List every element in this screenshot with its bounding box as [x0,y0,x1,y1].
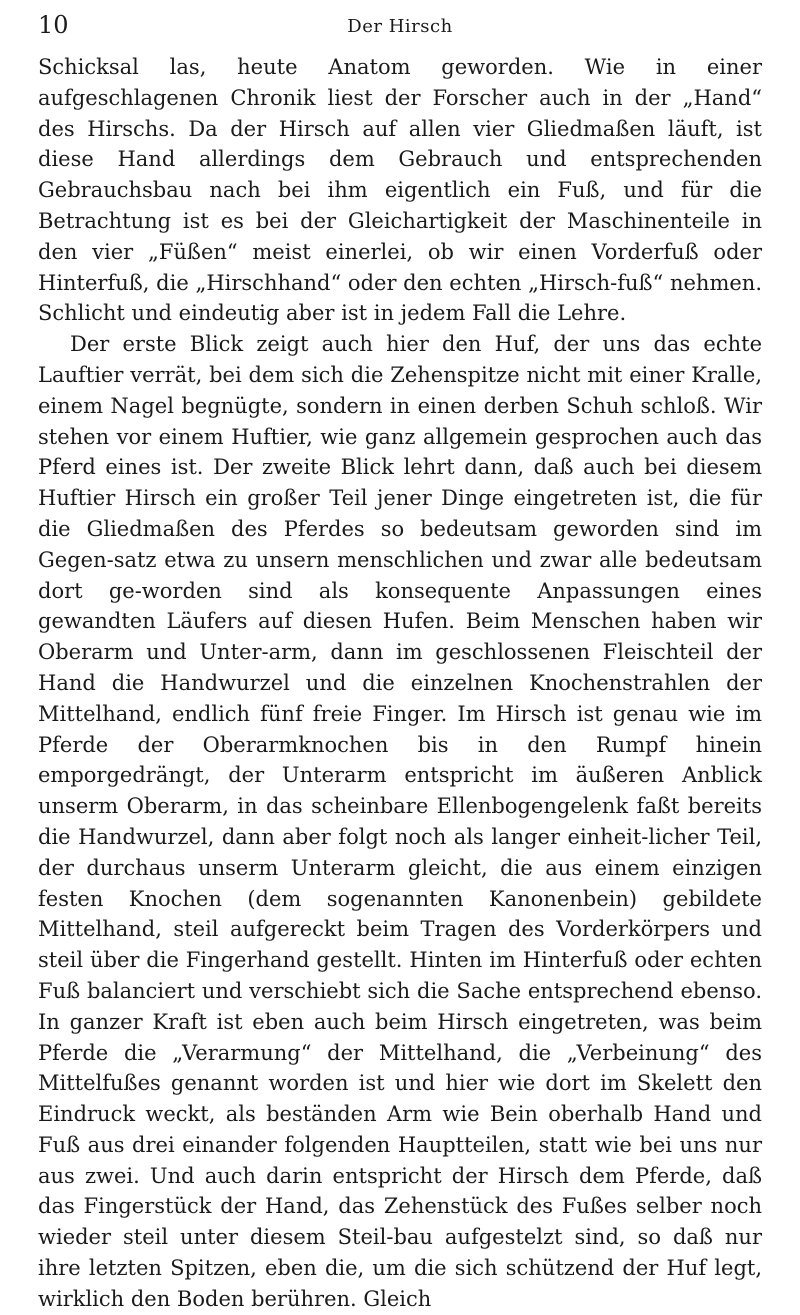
page-header [38,8,762,42]
paragraph: Der erste Blick zeigt auch hier den Huf, der uns das echte Lauftier verrät, bei dem sich die Zehenspitze nicht mit einer Kralle, einem Nagel begnügte, sondern in einen derben Schuh schloß. Wir stehen vor einem Huftier, wie ganz allgemein gesprochen auch das Pferd eines ist. Der zweite Blick lehrt dann, daß auch bei diesem Huftier Hirsch ein großer Teil jener Dinge eingetreten ist, die für die Gliedmaßen des Pferdes so bedeutsam geworden sind im Gegen-satz etwa zu unsern menschlichen und zwar alle bedeutsam dort ge-worden sind als konsequente Anpassungen eines gewandten Läufers auf diesen Hufen. Beim Menschen haben wir Oberarm und Unter-arm, dann im geschlossenen Fleischteil der Hand die Handwurzel und die einzelnen Knochenstrahlen der Mittelhand, endlich fünf freie Finger. Im Hirsch ist genau wie im Pferde der Oberarmknochen bis in den Rumpf hinein emporgedrängt, der Unterarm entspricht im äußeren Anblick unserm Oberarm, in das scheinbare Ellenbogengelenk faßt bereits die Handwurzel, dann aber folgt noch als langer einheit-licher Teil, der durchaus unserm Unterarm gleicht, die aus einem einzigen festen Knochen (dem sogenannten Kanonenbein) gebildete Mittelhand, steil aufgereckt beim Tragen des Vorderkörpers und steil über die Fingerhand gestellt. Hinten im Hinterfuß oder echten Fuß balanciert und verschiebt sich die Sache entsprechend ebenso. In ganzer Kraft ist eben auch beim Hirsch eingetreten, was beim Pferde die „Verarmung“ der Mittelhand, die „Verbeinung“ des Mittelfußes genannt worden ist und hier wie dort im Skelett den Eindruck weckt, als beständen Arm wie Bein oberhalb Hand und Fuß aus drei einander folgenden Hauptteilen, statt wie bei uns nur aus zwei. Und auch darin entspricht der Hirsch dem Pferde, daß das Fingerstück der Hand, das Zehenstück des Fußes selber noch wieder steil unter diesem Steil-bau aufgestelzt sind, so daß nur ihre letzten Spitzen, eben die, um die sich schützend der Huf legt, wirklich den Boden berühren. Gleich [38,332,762,1311]
page-number: 10 [38,11,69,39]
paragraph: Schicksal las, heute Anatom geworden. Wie in einer aufgeschlagenen Chronik liest der Forscher auch in der „Hand“ des Hirschs. Da der Hirsch auf allen vier Gliedmaßen läuft, ist diese Hand allerdings dem Gebrauch und entsprechenden Gebrauchsbau nach bei ihm eigentlich ein Fuß, und für die Betrachtung ist es bei der Gleichartigkeit der Maschinenteile in den vier „Füßen“ meist einerlei, ob wir einen Vorderfuß oder Hinterfuß, die „Hirschhand“ oder den echten „Hirsch-fuß“ nehmen. Schlicht und eindeutig aber ist in jedem Fall die Lehre. [38,55,762,326]
body-text [38,52,762,1315]
running-title: Der Hirsch [347,16,453,37]
